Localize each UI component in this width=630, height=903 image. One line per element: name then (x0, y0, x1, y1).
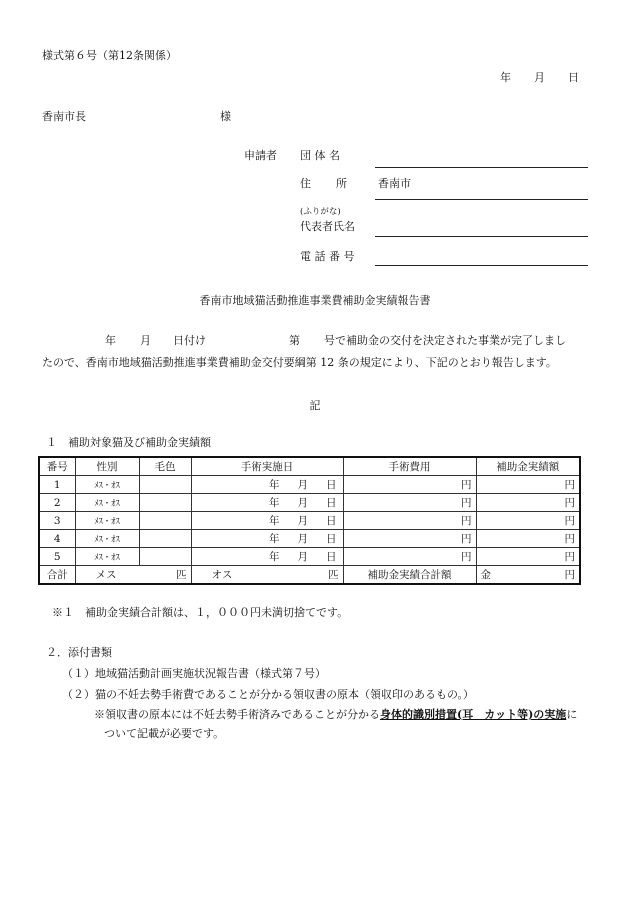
row-sex[interactable]: ﾒｽ・ｵｽ (75, 476, 139, 494)
total-row (39, 566, 580, 585)
row-surgery-date[interactable] (191, 548, 343, 566)
header-surgery-cost: 手術費用 (343, 457, 476, 476)
address-label: 住 所 (300, 177, 348, 190)
date-day-unit: 日 (326, 497, 337, 509)
date-year-unit: 年 (269, 479, 280, 491)
hiki-unit: 匹 (328, 569, 339, 581)
date-month-unit: 月 (297, 497, 308, 509)
body-dai: 第 (289, 334, 300, 347)
total-label: 合計 (39, 566, 75, 585)
row-surgery-cost[interactable]: 円 (343, 530, 476, 548)
body-year: 年 (105, 334, 116, 347)
date-month-unit: 月 (297, 551, 308, 563)
total-male-count[interactable] (191, 566, 343, 585)
row-coat-color[interactable] (139, 548, 191, 566)
header-subsidy-amount: 補助金実績額 (476, 457, 580, 476)
org-name-label: 団 体 名 (300, 149, 340, 162)
date-day-unit: 日 (326, 551, 337, 563)
addressee-sama: 様 (220, 110, 231, 123)
row-surgery-date[interactable] (191, 512, 343, 530)
row-surgery-date[interactable] (191, 476, 343, 494)
row-surgery-date[interactable] (191, 494, 343, 512)
attachment-note (94, 708, 577, 722)
row-number: 5 (39, 548, 75, 566)
subsidy-table (38, 456, 581, 585)
female-label: メス (95, 569, 117, 581)
date-year-unit: 年 (269, 497, 280, 509)
subsidy-total-label: 補助金実績合計額 (343, 566, 476, 585)
note-rounding: ※１ 補助金実績合計額は、１，０００円未満切捨てです。 (52, 606, 349, 619)
date-month: 月 (534, 71, 545, 84)
table-row (39, 494, 580, 512)
table-row (39, 476, 580, 494)
attachment-2: （２）猫の不妊去勢手術費であることが分かる領収書の原本（領収印のあるもの。） (62, 688, 475, 701)
table-row (39, 512, 580, 530)
row-surgery-cost[interactable]: 円 (343, 494, 476, 512)
date-year: 年 (500, 71, 511, 84)
row-coat-color[interactable] (139, 512, 191, 530)
row-subsidy-amount[interactable]: 円 (476, 530, 580, 548)
date-year-unit: 年 (269, 533, 280, 545)
row-sex[interactable]: ﾒｽ・ｵｽ (75, 530, 139, 548)
row-subsidy-amount[interactable]: 円 (476, 512, 580, 530)
table-header-row (39, 457, 580, 476)
applicant-label: 申請者 (244, 149, 277, 162)
row-surgery-cost[interactable]: 円 (343, 512, 476, 530)
body-month: 月 (140, 334, 151, 347)
row-coat-color[interactable] (139, 530, 191, 548)
date-year-unit: 年 (269, 515, 280, 527)
row-subsidy-amount[interactable]: 円 (476, 476, 580, 494)
representative-underline (375, 236, 588, 237)
row-number: 4 (39, 530, 75, 548)
phone-underline (375, 265, 588, 266)
representative-label: 代表者氏名 (300, 220, 355, 233)
section2-title: ２．添付書類 (46, 646, 112, 659)
note-pre: ※領収書の原本には不妊去勢手術済みであることが分かる (94, 708, 380, 721)
attachment-1: （１）地域猫活動計画実施状況報告書（様式第７号） (62, 667, 326, 680)
kin-label: 金 (480, 569, 491, 581)
hiki-unit: 匹 (176, 569, 187, 581)
table-row (39, 530, 580, 548)
date-month-unit: 月 (297, 533, 308, 545)
body-dated: 日付け (173, 334, 206, 347)
furigana-label: (ふりがな) (300, 207, 341, 217)
row-coat-color[interactable] (139, 494, 191, 512)
row-sex[interactable]: ﾒｽ・ｵｽ (75, 494, 139, 512)
ki-marker: 記 (309, 399, 321, 412)
total-female-count[interactable] (75, 566, 191, 585)
subsidy-total-amount[interactable] (476, 566, 580, 585)
row-number: 1 (39, 476, 75, 494)
male-label: オス (211, 569, 233, 581)
date-day: 日 (568, 71, 579, 84)
org-name-underline (375, 167, 588, 168)
header-coat-color: 毛色 (139, 457, 191, 476)
address-underline (375, 199, 588, 200)
table-row (39, 548, 580, 566)
document-title: 香南市地域猫活動推進事業費補助金実績報告書 (199, 294, 431, 307)
row-coat-color[interactable] (139, 476, 191, 494)
form-number: 様式第６号（第12条関係） (42, 49, 177, 62)
addressee-mayor: 香南市長 (42, 110, 86, 123)
address-value[interactable]: 香南市 (378, 177, 411, 190)
header-number: 番号 (39, 457, 75, 476)
row-number: 2 (39, 494, 75, 512)
row-surgery-cost[interactable]: 円 (343, 476, 476, 494)
yen-unit: 円 (564, 569, 575, 581)
row-sex[interactable]: ﾒｽ・ｵｽ (75, 548, 139, 566)
row-subsidy-amount[interactable]: 円 (476, 548, 580, 566)
row-sex[interactable]: ﾒｽ・ｵｽ (75, 512, 139, 530)
header-surgery-date: 手術実施日 (191, 457, 343, 476)
body-line2: たので、香南市地域猫活動推進事業費補助金交付要綱第 12 条の規定により、下記のとおり報告します。 (42, 356, 557, 369)
section1-title: １ 補助対象猫及び補助金実績額 (46, 436, 211, 449)
header-sex: 性別 (75, 457, 139, 476)
row-subsidy-amount[interactable]: 円 (476, 494, 580, 512)
row-number: 3 (39, 512, 75, 530)
attachment-note-line2: ついて記載が必要です。 (104, 727, 225, 740)
date-day-unit: 日 (326, 515, 337, 527)
date-month-unit: 月 (297, 515, 308, 527)
note-post: に (566, 708, 578, 721)
phone-label: 電 話 番 号 (300, 250, 355, 263)
row-surgery-date[interactable] (191, 530, 343, 548)
note-emphasis: 身体的識別措置(耳 カット等)の実施 (380, 708, 567, 721)
date-year-unit: 年 (269, 551, 280, 563)
date-day-unit: 日 (326, 533, 337, 545)
date-month-unit: 月 (297, 479, 308, 491)
date-day-unit: 日 (326, 479, 337, 491)
body-line1-rest: 号で補助金の交付を決定された事業が完了しまし (324, 334, 566, 347)
row-surgery-cost[interactable]: 円 (343, 548, 476, 566)
